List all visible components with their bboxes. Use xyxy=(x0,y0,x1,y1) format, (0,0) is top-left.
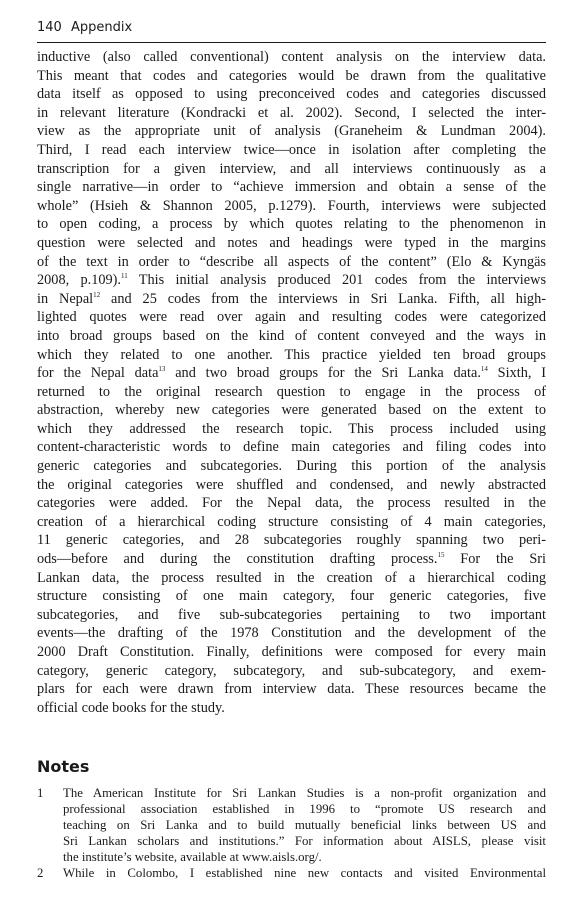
text-line: Third, I read each interview twice—once in isolation after completing the xyxy=(37,141,546,158)
text-line: official code books for the study. xyxy=(37,699,225,716)
text-line: for the Nepal data$^{13}$ and two broad groups for the Sri Lanka data.$^{14}$ Sixth, I xyxy=(37,365,546,382)
running-head xyxy=(37,16,546,43)
text-line: ods—before and during the constitution drafting process.$^{15}$ For the Sri xyxy=(37,551,546,568)
text-line: 2008, p.109).$^{11}$ This initial analysis produced 201 codes from the interviews xyxy=(37,272,547,289)
page-number: 140 xyxy=(37,20,62,35)
note-line: Sri Lankan scholars and institutions.” For information about AISLS, please visit xyxy=(63,834,546,848)
text-line: subcategories, and five sub-subcategories pertaining to two important xyxy=(37,606,546,623)
text-line: view as the appropriate unit of analysis (Graneheim & Lundman 2004). xyxy=(37,123,546,140)
text-line: single narrative—in order to “achieve immersion and obtain a sense of the xyxy=(37,179,546,196)
text-line: Lankan data, the process resulted in the creation of a hierarchical coding xyxy=(37,569,546,586)
text-line: 2000 Draft Constitution. Finally, definitions were composed for every main xyxy=(37,644,546,660)
text-line: 11 generic categories, and 28 subcategories roughly spanning two peri- xyxy=(37,532,546,549)
text-line: data itself as opposed to using preconceived codes and categories discussed xyxy=(37,86,546,103)
note-line: The American Institute for Sri Lankan Studies is a non-profit organization and xyxy=(63,786,546,800)
note-line: professional association established in 1996 to “promote US research and xyxy=(63,802,546,816)
section-title: Appendix xyxy=(71,20,133,35)
note-line: teaching on Sri Lanka and to build mutually beneficial links between US and xyxy=(63,818,546,832)
footnote-ref: 14 xyxy=(480,365,488,374)
text-line: into broad groups based on the kind of content conveyed and the ways in xyxy=(37,327,546,344)
text-line: the original categories were shuffled and condensed, and newly abstracted xyxy=(37,476,546,493)
text-line: categories were added. For the Nepal data, the process resulted in the xyxy=(37,495,546,512)
text-line: This meant that codes and categories would be drawn from the qualitative xyxy=(37,67,546,84)
note-item xyxy=(37,865,546,881)
text-line: which they addressed the research topic. This process included using xyxy=(37,420,546,437)
text-line: returned to the original research question to engage in the process of xyxy=(37,383,546,400)
note-line: While in Colombo, I established nine new contacts and visited Environmental xyxy=(63,866,546,880)
note-item xyxy=(37,785,546,865)
text-line: plars for each were drawn from interview data. These resources became the xyxy=(37,681,546,698)
text-line: creation of a hierarchical coding structure consisting of 4 main categories, xyxy=(37,513,546,530)
text-line: in relevant literature (Kondracki et al. 2002). Second, I selected the inter- xyxy=(37,104,546,121)
note-line: the institute’s website, available at www.aisls.org/. xyxy=(63,850,322,864)
text-line: transcription for a given interview, and all interviews continuously as a xyxy=(37,160,546,177)
text-line: to open coding, a process by which quotes relating to the phenomenon in xyxy=(37,216,546,233)
text-line: which they related to one another. This practice yielded ten broad groups xyxy=(37,346,546,363)
footnote-ref: 12 xyxy=(93,290,101,299)
text-line: abstraction, whereby new categories were generated based on the extent to xyxy=(37,402,546,419)
text-line: events—the drafting of the 1978 Constitution and the development of the xyxy=(37,625,546,642)
text-line: category, generic category, subcategory, and sub-subcategory, and exem- xyxy=(37,662,546,679)
notes-heading: Notes xyxy=(37,757,90,776)
body-paragraph xyxy=(37,48,546,717)
footnote-ref: 11 xyxy=(120,272,128,281)
text-line: whole” (Hsieh & Shannon 2005, p.1279). Fourth, interviews were subjected xyxy=(37,197,546,214)
text-line: inductive (also called conventional) content analysis on the interview data. xyxy=(37,49,546,65)
footnote-ref: 15 xyxy=(437,551,445,560)
text-line: in Nepal$^{12}$ and 25 codes from the interviews in Sri Lanka. Fifth, all high- xyxy=(37,290,546,307)
text-line: of the text in order to “describe all aspects of the content” (Elo & Kyngäs xyxy=(37,253,546,270)
footnote-ref: 13 xyxy=(158,365,166,374)
note-number: 1 xyxy=(37,786,44,800)
text-line: content-characteristic words to define main categories and filing codes into xyxy=(37,439,546,456)
notes-list xyxy=(37,785,546,881)
text-line: question were selected and notes and headings were typed in the margins xyxy=(37,234,546,251)
text-line: generic categories and subcategories. During this portion of the analysis xyxy=(37,458,546,475)
text-line: structure consisting of one main category, four generic categories, five xyxy=(37,588,546,605)
book-page xyxy=(37,0,546,909)
note-number: 2 xyxy=(37,866,44,880)
text-line: lighted quotes were read over again and resulting codes were categorized xyxy=(37,309,546,326)
